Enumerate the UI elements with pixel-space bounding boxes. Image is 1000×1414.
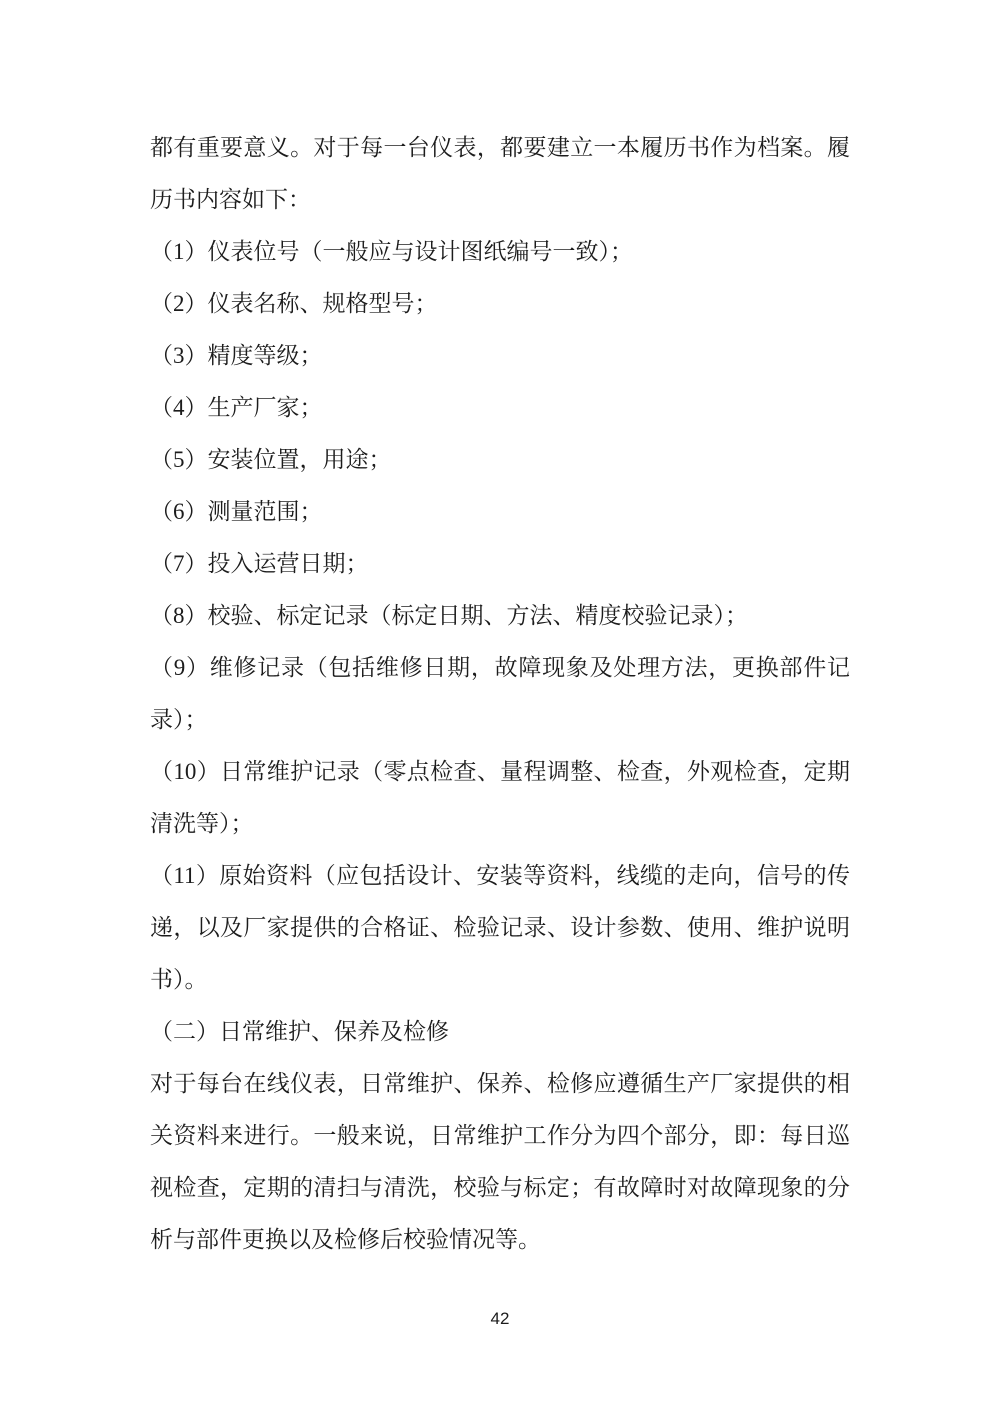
- text-line: 视检查，定期的清扫与清洗，校验与标定；有故障时对故障现象的分: [150, 1175, 850, 1200]
- list-item: （1）仪表位号（一般应与设计图纸编号一致）；: [150, 239, 633, 264]
- list-item: （4）生产厂家；: [150, 395, 323, 420]
- page-number: 42: [490, 1309, 510, 1328]
- list-item: （11）原始资料（应包括设计、安装等资料，线缆的走向，信号的传: [150, 863, 850, 888]
- list-item: （2）仪表名称、规格型号；: [150, 291, 438, 316]
- text-line: 清洗等）；: [150, 811, 254, 836]
- text-line: 历书内容如下：: [150, 187, 311, 212]
- text-line: 对于每台在线仪表，日常维护、保养、检修应遵循生产厂家提供的相: [150, 1071, 850, 1096]
- text-line: 都有重要意义。对于每一台仪表，都要建立一本履历书作为档案。履: [150, 135, 850, 160]
- list-item: （9）维修记录（包括维修日期，故障现象及处理方法，更换部件记: [150, 655, 850, 680]
- list-item: （3）精度等级；: [150, 343, 323, 368]
- text-line: 录）；: [150, 707, 208, 732]
- document-body: [150, 122, 850, 1266]
- list-item: （7）投入运营日期；: [150, 551, 369, 576]
- text-line: 关资料来进行。一般来说，日常维护工作分为四个部分，即：每日巡: [150, 1123, 850, 1148]
- section-heading: （二）日常维护、保养及检修: [150, 1019, 449, 1044]
- list-item: （6）测量范围；: [150, 499, 323, 524]
- list-item: （10）日常维护记录（零点检查、量程调整、检查，外观检查，定期: [150, 759, 850, 784]
- text-line: 递，以及厂家提供的合格证、检验记录、设计参数、使用、维护说明: [150, 915, 850, 940]
- list-item: （5）安装位置，用途；: [150, 447, 392, 472]
- list-item: （8）校验、标定记录（标定日期、方法、精度校验记录）；: [150, 603, 748, 628]
- text-line: 书）。: [150, 967, 208, 992]
- text-line: 析与部件更换以及检修后校验情况等。: [150, 1227, 541, 1252]
